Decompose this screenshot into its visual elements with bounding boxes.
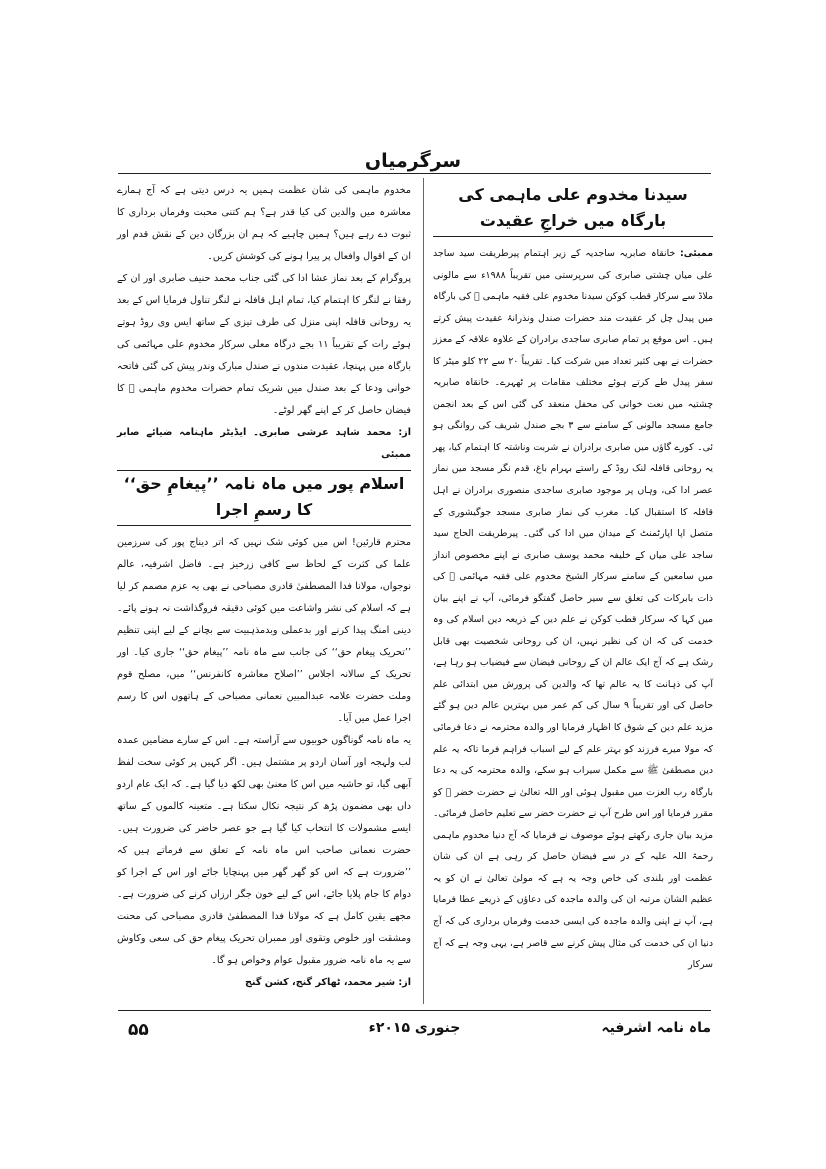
article-heading-tribute: سیدنا مخدوم علی ماہمی کی بارگاہ میں خراجِ عقیدت <box>433 182 713 237</box>
top-rule <box>118 173 711 174</box>
bottom-rule <box>118 1010 711 1011</box>
magazine-name: ماہ نامہ اشرفیہ <box>601 1020 711 1036</box>
article-continuation-paragraph: مخدوم ماہمی کی شان عظمت ہمیں یہ درس دیتی ہے کہ آج ہمارے معاشرہ میں والدین کی کیا قدر ہے؟ ہم کتنی محبت وفرماں برداری کا ثبوت دے رہے ہیں؟ ہمیں چاہیے کہ ہم ان بزرگان دین کے نقش قدم اور ان کے اقوال وافعال پر پیرا ہونے کی کوشش کریں۔ <box>117 185 411 262</box>
right-column <box>433 180 713 976</box>
dateline: ممبئی: <box>680 248 713 259</box>
article-heading-launch: اسلام پور میں ماہ نامہ ’’پیغامِ حق‘‘ کا رسمِ اجرا <box>117 470 411 526</box>
column-divider <box>423 178 424 1004</box>
article-paragraph: محترم قارئین! اس میں کوئی شک نہیں کہ اتر دیناج پور کی سرزمین علما کی کثرت کے لحاظ سے کافی زرخیز ہے۔ فاضل اشرفیہ، عالم نوجواں، مولانا فدا المصطفیٰ قادری مصباحی نے بھی یہ عزم مصمم کر لیا ہے کہ اسلام کی نشر واشاعت میں کوئی دقیقہ فروگذاشت نہ ہونے پائے۔ دینی امنگ پیدا کرنے اور بدعملی وبدمذہبیت سے بچانے کے لیے اپنی تنظیم ’’تحریک پیغام حق‘‘ کی جانب سے ماہ نامہ ’’پیغام حق‘‘ جاری کیا۔ اور تحریک کے سالانہ اجلاس ’’اصلاح معاشرہ کانفرنس‘‘ میں، مصلح قوم وملت حضرت علامہ عبدالمبین نعمانی مصباحی کے ہاتھوں اس کا رسم اجرا عمل میں آیا۔ <box>117 537 411 724</box>
page-footer <box>118 1020 711 1046</box>
article-continuation-paragraph: پروگرام کے بعد نماز عشا ادا کی گئی جناب محمد حنیف صابری اور ان کے رفقا نے لنگر کا اہتمام کیا، تمام اہل قافلہ نے لنگر تناول فرمایا اس کے بعد یہ روحانی قافلہ اپنی منزل کی طرف تیزی کے ساتھ ایس وی روڈ ہوتے ہوئے رات کے تقریباً ۱۱ بجے درگاہ معلی سرکار مخدوم علی مہائمی کی بارگاہ میں پہنچا، عقیدت مندوں نے صندل مبارک وندر پیش کی گئی فاتحہ خوانی ودعا کے بعد صندل میں شریک تمام حضرات مخدوم ماہمی ﷫ کا فیضان حاصل کر کے اپنے گھر لوٹے۔ <box>117 273 411 416</box>
left-column <box>117 180 411 994</box>
issue-date: جنوری ۲۰۱۵ء <box>368 1020 461 1036</box>
running-title: سرگرمیاں <box>364 150 462 172</box>
byline: از: شیر محمد، ٹھاکر گنج، کشن گنج <box>244 977 411 988</box>
article-text: خانقاہ صابریہ ساجدیہ کے زیر اہتمام پیرطریقت سید ساجد علی میاں چشتی صابری کی سرپرستی میں تقریباً ۱۹۸۸ء سے مالونی ملاڈ سے سرکار قطب کوکن سیدنا مخدوم علی فقیہ ماہمی ﷫ کی بارگاہ میں پیدل چل کر عقیدت مند حضرات صندل ونذرانۂ عقیدت پیش کرتے ہیں۔ اس موقع پر تمام صابری ساجدی برادران کے علاوہ علاقہ کے معزز حضرات نے بھی کثیر تعداد میں شرکت کیا۔ تقریباً ۲۰ سے ۲۲ کلو میٹر کا سفر پیدل طے کرتے ہوئے مختلف مقامات پر ٹھہرے۔ خانقاہ صابریہ چشتیہ میں نعت خوانی کی محفل منعقد کی گئی اس کے بعد انجمن جامع مسجد مالونی کے سامنے سے ۳ بجے صندل شریف کی روانگی ہو ئی۔ کورے گاؤں میں صابری برادران نے شربت وناشتہ کا اہتمام کیا، پھر یہ روحانی قافلہ لنک روڈ کے راستے بہرام باغ، قدم نگر مسجد میں نماز عصر ادا کی، وہاں پر موجود صابری ساجدی منصوری برادران نے اہل قافلہ کا استقبال کیا۔ مغرب کی نماز صابری مسجد جوگیشوری کے متصل اپا اپارٹمنٹ کے میدان میں ادا کی گئی۔ پیرطریقت الحاج سید ساجد علی میاں کے خلیفہ محمد یوسف صابری نے اپنے مخصوص انداز میں سامعین کے سامنے سرکار الشیخ مخدوم علی فقیہ مہائمی ﷫ کی ذات بابرکات کی تعلق سے سیر حاصل گفتگو فرمائی، آپ نے اپنے بیان میں کہا کہ سرکار قطب کوکن نے علم دین کے ذریعہ دین اسلام کی وہ خدمت کی کہ ان کی نظیر نہیں، ان کی روحانی شخصیت بھی قابل رشک ہے کہ آج ایک عالم ان کے روحانی فیضان سے فیضیاب ہو رہا ہے، آپ کی ذہانت کا یہ عالم تھا کہ والدین کی پرورش میں ابتدائی علم حاصل کی اور تقریباً ۹ سال کی کم عمر میں بہترین عالم دین ہو گئے مزید علم دین کے شوق کا اظہار فرمایا اور والدہ محترمہ نے دعا فرمائی کہ مولا میرے فرزند کو بہتر علم کے لیے اسباب فراہم فرما تاکہ یہ علم دین مصطفیٰ ﷺ سے مکمل سیراب ہو سکے، والدہ محترمہ کی یہ دعا بارگاہ رب العزت میں مقبول ہوئی اور اللہ تعالیٰ نے حضرت خضر ﷣ کو مقرر فرمایا اور اس طرح آپ نے حضرت خضر سے تعلیم حاصل فرمائی۔ مزید بیان جاری رکھتے ہوئے موصوف نے فرمایا کہ آج دنیا مخدوم ماہمی رحمۃ اللہ علیہ کے در سے فیضان حاصل کر رہی ہے ان کی شان عظمت اور بلندی کی خاص وجہ یہ ہے کہ مولیٰ تعالیٰ نے ان کو یہ عظیم الشان مرتبہ ان کی والدہ ماجدہ کی دعاؤں کے ذریعے عطا فرمایا ہے، آپ نے اپنی والدہ ماجدہ کی ایسی خدمت وفرماں برداری کی کہ آج دنیا ان کی خدمت کی مثال پیش کرنے سے قاصر ہے، یہی وجہ ہے کہ آج سرکار <box>433 248 714 971</box>
article-paragraph: یہ ماہ نامہ گوناگوں خوبیوں سے آراستہ ہے۔ اس کے سارے مضامین عمدہ لب ولہجہ اور آسان اردو پر مشتمل ہیں۔ اگر کہیں پر کوئی سخت لفظ آبھی گیا، تو حاشیہ میں اس کا معنیٰ بھی لکھ دیا گیا ہے۔ کہ ایک عام اردو داں بھی مضمون پڑھ کر نتیجہ نکال سکتا ہے۔ متعینہ کالموں کے ساتھ ایسے مشمولات کا انتخاب کیا گیا ہے جو عصر حاضر کی ضرورت ہیں۔ حضرت نعمانی صاحب اس ماہ نامہ کے تعلق سے فرماتے ہیں کہ ’’ضرورت ہے کہ اس کو گھر گھر میں پہنچایا جائے اور اس کے اجرا کو دوام کا جام پلایا جائے، اس کے لیے خون جگر ارزاں کرنے کی ضرورت ہے۔ مجھے یقین کامل ہے کہ مولانا فدا المصطفیٰ قادری مصباحی کی محنت ومشقت اور خلوص وتقوی اور ممبران تحریک پیغام حق کی سعی وکاوش سے یہ ماہ نامہ ضرور مقبول عوام وخواص ہو گا۔ <box>117 735 411 966</box>
article-body-tribute <box>433 243 713 976</box>
page-number: ۵۵ <box>128 1020 149 1040</box>
byline: از: محمد شاہد عرشی صابری۔ ایڈیٹر ماہنامہ ضیائے صابر ممبئی <box>117 427 411 460</box>
